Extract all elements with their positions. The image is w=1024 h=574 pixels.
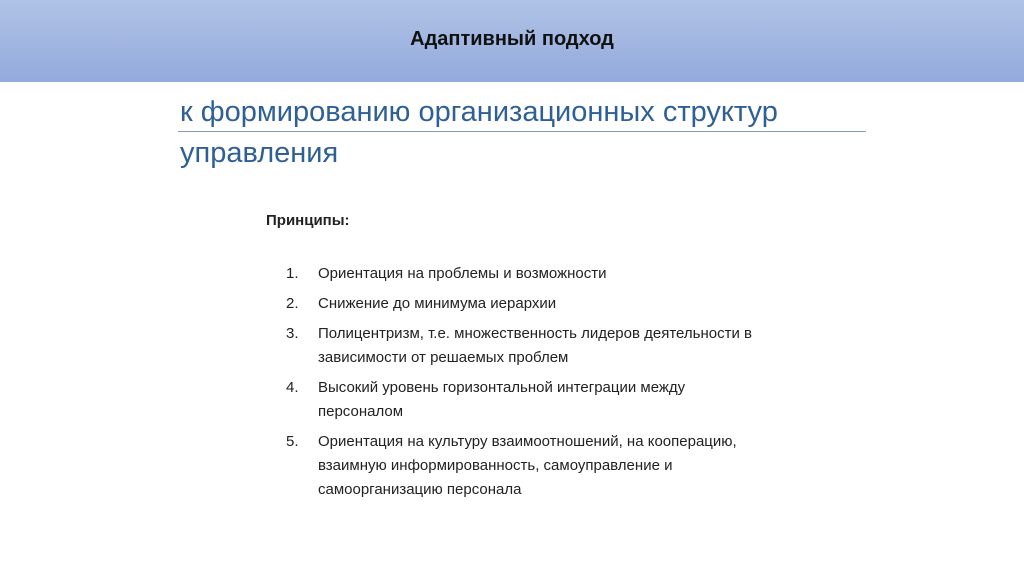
list-item (286, 322, 756, 370)
list-item-text: Ориентация на проблемы и возможности (318, 265, 607, 282)
list-item-text: Ориентация на культуру взаимоотношений, на кооперацию, взаимную информированность, самоуправление и самоорганизацию персонала (318, 433, 737, 498)
list-item (286, 292, 756, 316)
principles-heading: Принципы: (266, 212, 350, 229)
list-item-number: 3. (286, 325, 299, 342)
subtitle-divider (178, 131, 866, 132)
list-item-number: 1. (286, 265, 299, 282)
list-item-number: 2. (286, 295, 299, 312)
slide-title: Адаптивный подход (410, 28, 614, 50)
list-item-number: 4. (286, 379, 299, 396)
list-item (286, 430, 756, 502)
list-item-text: Снижение до минимума иерархии (318, 295, 557, 312)
list-item (286, 376, 756, 424)
slide-subtitle: к формированию организационных структур управления (180, 96, 778, 169)
list-item-number: 5. (286, 433, 299, 450)
list-item-text: Высокий уровень горизонтальной интеграции между персоналом (318, 379, 686, 420)
principles-list (286, 262, 756, 508)
list-item-text: Полицентризм, т.е. множественность лидеров деятельности в зависимости от решаемых проблем (318, 325, 752, 366)
list-item (286, 262, 756, 286)
